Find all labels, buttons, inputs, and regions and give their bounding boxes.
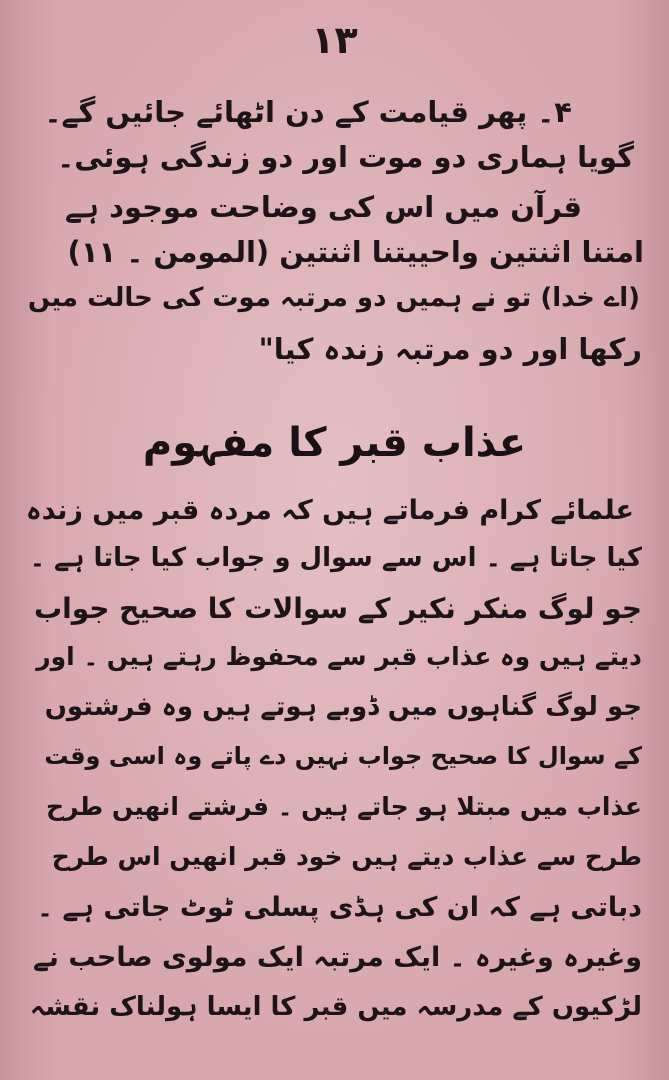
text-line: قرآن میں اس کی وضاحت موجود ہے [65,190,582,224]
text-line: (اے خدا) تو نے ہمیں دو مرتبہ موت کی حالت میں [27,283,640,313]
text-line: رکھا اور دو مرتبہ زندہ کیا" [258,332,642,366]
text-line: کیا جاتا ہے ۔ اس سے سوال و جواب کیا جاتا ہے ۔ [29,543,642,573]
text-line: علمائے کرام فرماتے ہیں کہ مردہ قبر میں زندہ [25,495,634,526]
page-number: ۱۳ [311,18,358,62]
text-line: ۴۔ پھر قیامت کے دن اٹھائے جائیں گے۔ [44,95,572,129]
text-line: دباتی ہے کہ ان کی ہڈی پسلی ٹوٹ جاتی ہے ۔ [37,892,642,923]
text-line: عذاب میں مبتلا ہو جاتے ہیں ۔ فرشتے انھیں طرح [46,792,642,821]
text-line: امتنا اثنتین واحییتنا اثنتین (المومن ۔ ۱۱) [67,235,644,269]
text-line: کے سوال کا صحیح جواب نہیں دے پاتے وہ اسی وقت [44,742,642,770]
body-paragraph [25,0,642,1080]
text-line: جو لوگ گناہوں میں ڈوبے ہوتے ہیں وہ فرشتوں [44,692,642,722]
section-heading: عذاب قبر کا مفہوم [142,420,527,466]
text-line: دیتے ہیں وہ عذاب قبر سے محفوظ رہتے ہیں ۔ اور [36,642,642,671]
text-line: جو لوگ منکر نکیر کے سوالات کا صحیح جواب [33,592,642,625]
text-line: لڑکیوں کے مدرسہ میں قبر کا ایسا ہولناک نقشہ [30,992,642,1022]
text-line: طرح سے عذاب دیتے ہیں خود قبر انھیں اس طرح [51,842,642,871]
text-line: وغیرہ وغیرہ ۔ ایک مرتبہ ایک مولوی صاحب نے [32,942,642,973]
text-line: گویا ہماری دو موت اور دو زندگی ہوئی۔ [57,140,634,174]
